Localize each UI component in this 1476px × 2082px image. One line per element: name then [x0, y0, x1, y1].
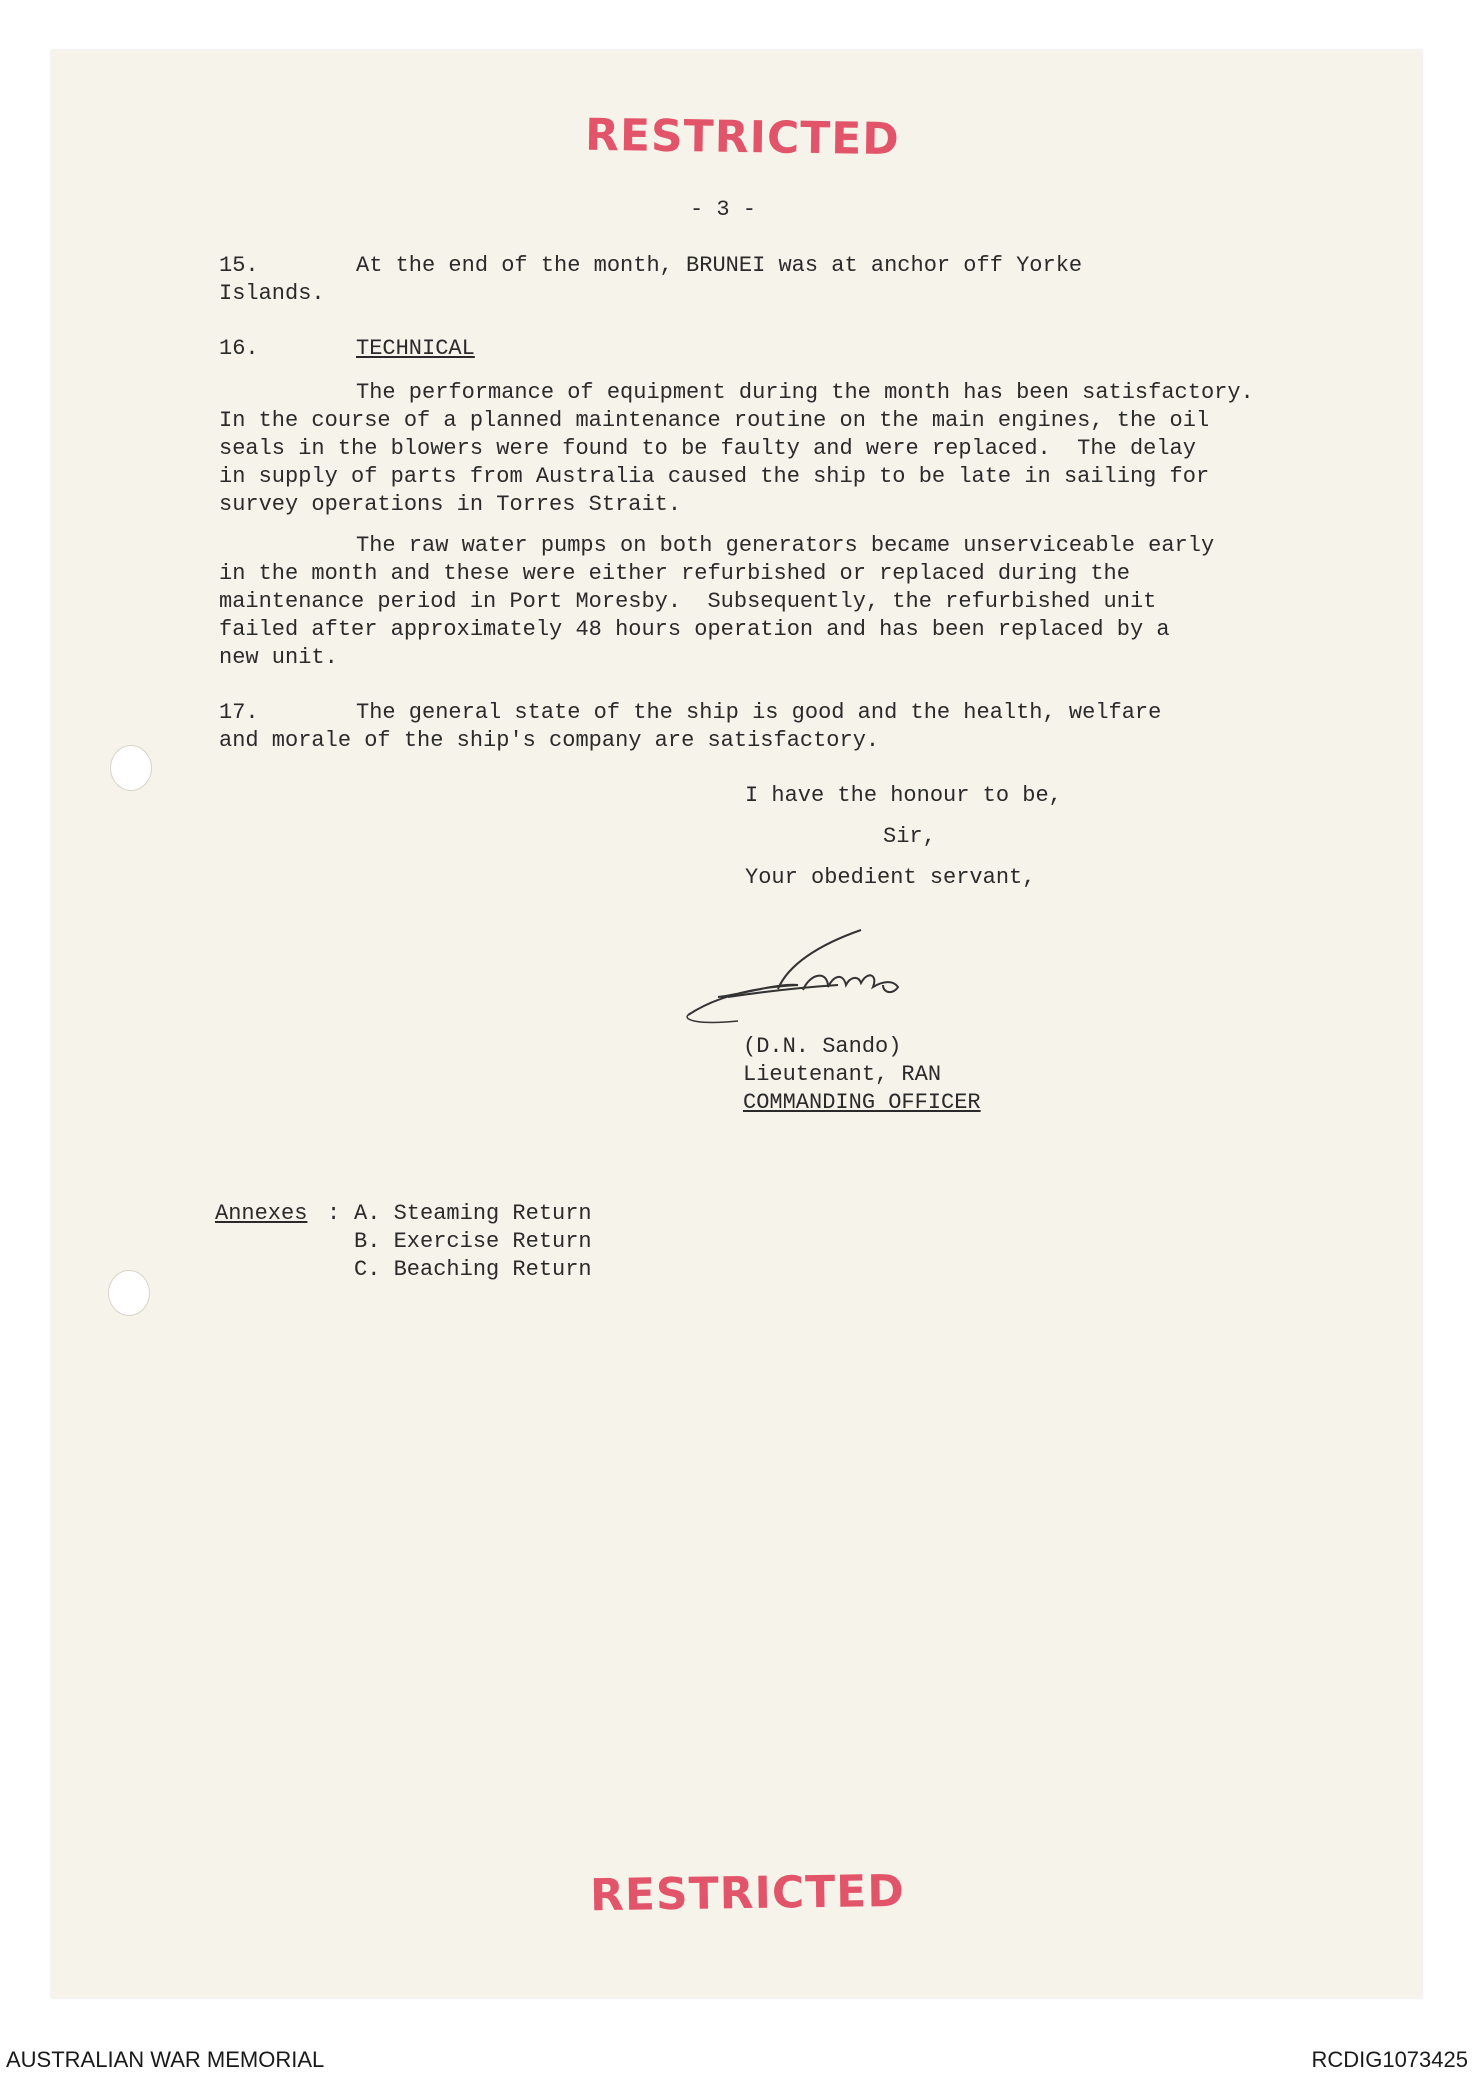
restricted-stamp-bottom: RESTRICTED: [589, 1865, 906, 1922]
restricted-stamp-top: RESTRICTED: [584, 109, 901, 166]
para-16-text-line: The raw water pumps on both generators became unserviceable early: [356, 533, 1215, 558]
para-15-number: 15.: [219, 253, 259, 278]
punch-hole-lower: [108, 1270, 150, 1316]
para-17-line: and morale of the ship's company are satisfactory.: [219, 728, 880, 753]
para-17-number: 17.: [219, 700, 259, 725]
annexes-separator: :: [327, 1201, 341, 1226]
signature: [678, 925, 958, 1025]
para-17-line: The general state of the ship is good and the health, welfare: [356, 700, 1162, 725]
para-16-text-line: maintenance period in Port Moresby. Subsequently, the refurbished unit: [219, 589, 1157, 614]
signatory-name: (D.N. Sando): [743, 1034, 902, 1059]
annex-item: A. Steaming Return: [354, 1201, 592, 1226]
para-16-text-line: survey operations in Torres Strait.: [219, 492, 682, 517]
para-16-text-line: seals in the blowers were found to be faulty and were replaced. The delay: [219, 436, 1196, 461]
section-heading-technical: TECHNICAL: [356, 336, 475, 361]
para-16-text-line: in supply of parts from Australia caused the ship to be late in sailing for: [219, 464, 1210, 489]
para-16-text-line: new unit.: [219, 645, 338, 670]
para-15-line: At the end of the month, BRUNEI was at anchor off Yorke: [356, 253, 1083, 278]
para-16-text-line: failed after approximately 48 hours operation and has been replaced by a: [219, 617, 1170, 642]
para-16-text-line: In the course of a planned maintenance routine on the main engines, the oil: [219, 408, 1210, 433]
signatory-rank: Lieutenant, RAN: [743, 1062, 942, 1087]
signatory-title: COMMANDING OFFICER: [743, 1090, 981, 1115]
closing-honour: I have the honour to be,: [745, 783, 1062, 808]
page-number: - 3 -: [690, 197, 757, 222]
para-15-line: Islands.: [219, 281, 325, 306]
para-16-text-line: The performance of equipment during the month has been satisfactory.: [356, 380, 1254, 405]
closing-sir: Sir,: [883, 824, 936, 849]
annexes-label: Annexes: [215, 1201, 308, 1226]
closing-servant: Your obedient servant,: [745, 865, 1036, 890]
para-16-number: 16.: [219, 336, 259, 361]
annex-item: B. Exercise Return: [354, 1229, 592, 1254]
footer-id: RCDIG1073425: [1311, 2047, 1468, 2072]
footer-source: AUSTRALIAN WAR MEMORIAL: [6, 2047, 325, 2072]
annex-item: C. Beaching Return: [354, 1257, 592, 1282]
punch-hole-upper: [110, 745, 152, 791]
para-16-text-line: in the month and these were either refurbished or replaced during the: [219, 561, 1130, 586]
